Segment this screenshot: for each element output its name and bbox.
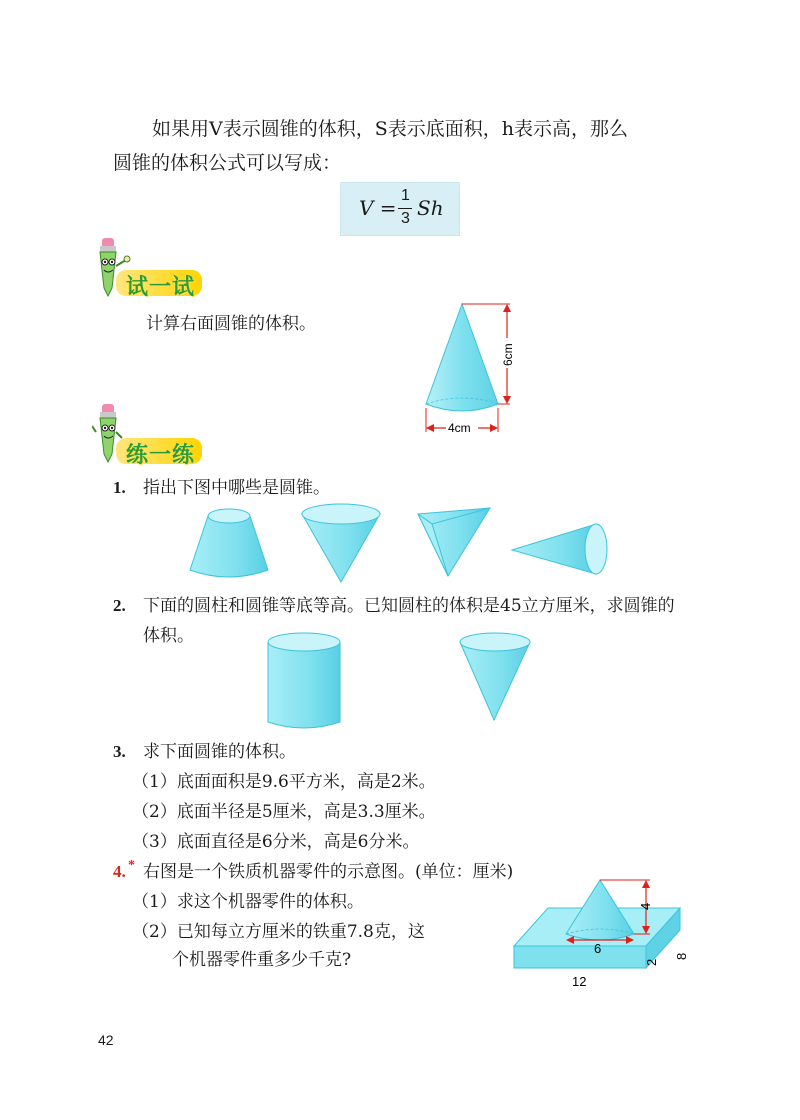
- cylinder-shape: [268, 633, 340, 728]
- height-label: 6cm: [501, 343, 515, 366]
- q3-item-1: （1）底面面积是9.6平方米，高是2米。: [132, 772, 436, 792]
- practice-header: [92, 402, 212, 466]
- fraction-bar: [398, 208, 412, 209]
- q4-text: 右图是一个铁质机器零件的示意图。(单位：厘米): [143, 862, 514, 882]
- q3-text: 求下面圆锥的体积。: [143, 742, 296, 762]
- intro-line-1: 如果用V表示圆锥的体积，S表示底面积，h表示高，那么: [152, 118, 628, 140]
- cone-diameter-label: 6: [594, 941, 602, 956]
- machine-part-figure: [508, 874, 694, 990]
- q3-item-3: （3）底面直径是6分米，高是6分米。: [132, 832, 420, 852]
- q4-item-3: 个机器零件重多少千克?: [172, 950, 352, 970]
- formula-denominator: 3: [401, 210, 410, 227]
- practice-title: 练一练: [126, 443, 196, 468]
- q1-shapes: [186, 500, 616, 586]
- q4-item-1: （1）求这个机器零件的体积。: [132, 892, 364, 912]
- cone-height-label: 4: [638, 902, 653, 910]
- try-it-cone-figure: [418, 296, 528, 436]
- q4-number: 4.: [113, 862, 126, 881]
- box-depth-label: 8: [674, 952, 689, 960]
- intro-line-2: 圆锥的体积公式可以写成：: [113, 152, 342, 174]
- q4-item-2: （2）已知每立方厘米的铁重7.8克，这: [132, 922, 425, 942]
- q2-shapes: [262, 628, 562, 734]
- inverted-cone-shape: [302, 504, 380, 582]
- page-number: 42: [98, 1032, 114, 1048]
- cone-equal-base-shape: [460, 633, 530, 720]
- q1-text: 指出下图中哪些是圆锥。: [143, 478, 330, 498]
- formula-box: [340, 182, 460, 236]
- formula-lhs: V =: [359, 196, 397, 220]
- q3-number: 3.: [113, 742, 126, 761]
- base-label: 4cm: [448, 421, 471, 435]
- box-length-label: 12: [572, 974, 587, 989]
- cone-shape: [426, 304, 498, 411]
- frustum-shape: [190, 509, 268, 577]
- q3-item-2: （2）底面半径是5厘米，高是3.3厘米。: [132, 802, 436, 822]
- formula-numerator: 1: [401, 187, 410, 204]
- try-it-text: 计算右面圆锥的体积。: [146, 314, 316, 334]
- q2-number: 2.: [113, 596, 126, 615]
- triangular-pyramid-shape: [418, 508, 490, 576]
- try-it-header: [92, 236, 212, 300]
- q4-star: *: [128, 858, 135, 873]
- sideways-cone-shape: [512, 524, 607, 574]
- box-height-label: 2: [644, 958, 659, 966]
- box-front: [514, 946, 646, 968]
- q2-text-line-2: 体积。: [143, 626, 194, 646]
- try-it-title: 试一试: [126, 275, 196, 300]
- q1-number: 1.: [113, 478, 126, 497]
- formula-rhs: Sh: [417, 196, 444, 220]
- q2-text-line-1: 下面的圆柱和圆锥等底等高。已知圆柱的体积是45立方厘米，求圆锥的: [143, 596, 675, 616]
